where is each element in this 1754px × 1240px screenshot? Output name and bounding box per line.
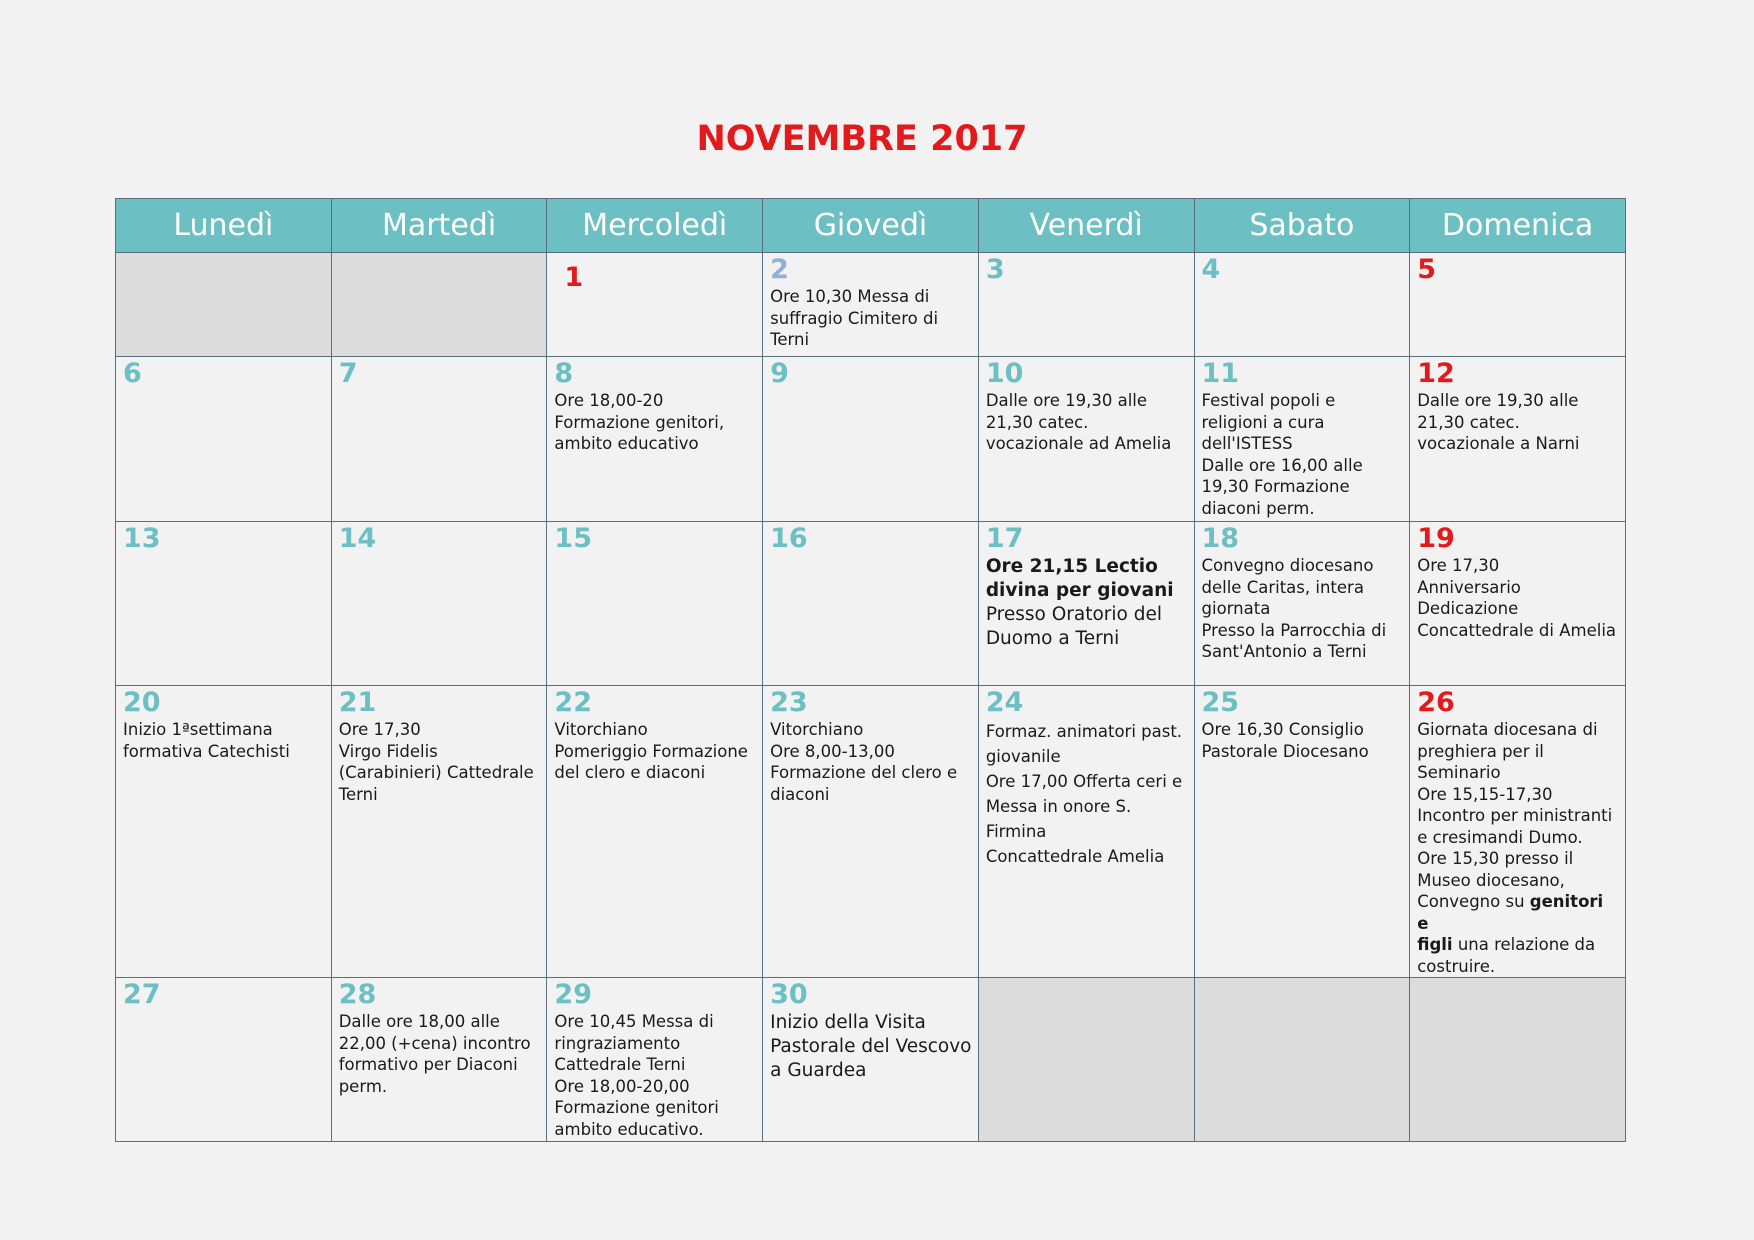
- day-cell-17: [978, 522, 1194, 686]
- day-cell-16: [763, 522, 979, 686]
- weekday-header-wednesday: Mercoledì: [547, 199, 763, 253]
- day-event-text: una relazione da costruire.: [1417, 935, 1596, 976]
- day-number: 7: [338, 358, 358, 389]
- day-cell-29: [547, 978, 763, 1142]
- weekday-header-friday: Venerdì: [978, 199, 1194, 253]
- day-event: Inizio della Visita Pastorale del Vescovo a Guardea: [770, 1012, 972, 1081]
- day-number: 23: [770, 687, 808, 718]
- empty-day-cell: [331, 253, 547, 357]
- day-event: Ore 18,00-20 Formazione genitori, ambito educativo: [554, 391, 725, 453]
- weekday-header-thursday: Giovedì: [763, 199, 979, 253]
- day-number: 20: [123, 687, 161, 718]
- day-cell-30: [763, 978, 979, 1142]
- week-row: [116, 253, 1626, 357]
- day-event-bold: genitori e: [1417, 892, 1604, 933]
- week-row: [116, 357, 1626, 522]
- day-cell-5: [1410, 253, 1626, 357]
- day-number: 4: [1201, 254, 1221, 285]
- week-row: [116, 978, 1626, 1142]
- week-row: [116, 686, 1626, 978]
- day-cell-6: [116, 357, 332, 522]
- day-number: 2: [770, 254, 789, 285]
- day-event: Presso Oratorio del Duomo a Terni: [985, 604, 1162, 649]
- day-cell-23: [763, 686, 979, 978]
- day-cell-8: [547, 357, 763, 522]
- day-cell-10: [978, 357, 1194, 522]
- day-number: 30: [770, 979, 808, 1010]
- day-cell-26: [1410, 686, 1626, 978]
- week-row: [116, 522, 1626, 686]
- day-event: [1417, 719, 1619, 977]
- day-event: Dalle ore 19,30 alle 21,30 catec. vocazionale ad Amelia: [985, 391, 1172, 453]
- day-cell-3: [978, 253, 1194, 357]
- day-cell-19: [1410, 522, 1626, 686]
- day-cell-15: [547, 522, 763, 686]
- day-number: 15: [554, 523, 592, 554]
- day-number: 13: [123, 523, 161, 554]
- day-cell-20: [116, 686, 332, 978]
- calendar-grid: [115, 198, 1626, 1142]
- day-event: Dalle ore 18,00 alle 22,00 (+cena) incontro formativo per Diaconi perm.: [338, 1012, 531, 1096]
- day-cell-2: [763, 253, 979, 357]
- empty-day-cell: [978, 978, 1194, 1142]
- day-cell-28: [331, 978, 547, 1142]
- day-number: 6: [123, 358, 142, 389]
- weekday-header-row: [116, 199, 1626, 253]
- day-number: 26: [1417, 687, 1455, 718]
- day-cell-9: [763, 357, 979, 522]
- day-event: Ore 10,45 Messa di ringraziamento Cattedrale Terni Ore 18,00-20,00 Formazione genitori ambito educativo.: [554, 1012, 719, 1139]
- day-event-text: Giornata diocesana di preghiera per il Seminario Ore 15,15-17,30 Incontro per ministranti e cresimandi Dumo. Ore 15,30 presso il Museo diocesano, Convegno su: [1417, 720, 1613, 911]
- day-event: Ore 10,30 Messa di suffragio Cimitero di Terni: [770, 287, 939, 349]
- day-number: 24: [985, 687, 1024, 718]
- day-cell-12: [1410, 357, 1626, 522]
- day-event: Convegno diocesano delle Caritas, intera giornata Presso la Parrocchia di Sant'Antonio a Terni: [1201, 556, 1387, 661]
- day-event: Vitorchiano Ore 8,00-13,00 Formazione del clero e diaconi: [770, 720, 958, 804]
- empty-day-cell: [116, 253, 332, 357]
- day-event-bold: Ore 21,15 Lectio divina per giovani: [985, 556, 1174, 601]
- day-cell-22: [547, 686, 763, 978]
- day-cell-25: [1194, 686, 1410, 978]
- day-number: 16: [770, 523, 808, 554]
- day-cell-7: [331, 357, 547, 522]
- day-number: 25: [1201, 687, 1240, 718]
- weekday-header-monday: Lunedì: [116, 199, 332, 253]
- day-cell-11: [1194, 357, 1410, 522]
- day-number: 11: [1201, 358, 1240, 389]
- weekday-header-saturday: Sabato: [1194, 199, 1410, 253]
- day-cell-1: [547, 253, 763, 357]
- day-number: 14: [338, 523, 377, 554]
- page-title: NOVEMBRE 2017: [696, 119, 1028, 159]
- empty-day-cell: [1194, 978, 1410, 1142]
- weekday-header-tuesday: Martedì: [331, 199, 547, 253]
- day-number: 9: [770, 358, 789, 389]
- day-number: 17: [985, 523, 1024, 554]
- day-event: Dalle ore 19,30 alle 21,30 catec. vocazionale a Narni: [1417, 391, 1580, 453]
- day-cell-18: [1194, 522, 1410, 686]
- weekday-header-sunday: Domenica: [1410, 199, 1626, 253]
- day-number: 19: [1417, 523, 1455, 554]
- empty-day-cell: [1410, 978, 1626, 1142]
- day-event: Inizio 1ªsettimana formativa Catechisti: [123, 720, 290, 761]
- day-event: Ore 16,30 Consiglio Pastorale Diocesano: [1201, 720, 1369, 761]
- day-cell-13: [116, 522, 332, 686]
- day-cell-24: [978, 686, 1194, 978]
- day-event: Ore 17,30 Virgo Fidelis (Carabinieri) Cattedrale Terni: [338, 720, 534, 804]
- day-event-bold: figli: [1417, 935, 1453, 954]
- day-number: 5: [1417, 254, 1437, 285]
- day-number: 10: [985, 358, 1024, 389]
- day-cell-4: [1194, 253, 1410, 357]
- day-number: 1: [564, 262, 584, 293]
- day-number: 12: [1417, 358, 1455, 389]
- day-number: 29: [554, 979, 592, 1010]
- day-number: 18: [1201, 523, 1240, 554]
- day-event: Ore 17,30 Anniversario Dedicazione Concattedrale di Amelia: [1417, 556, 1617, 640]
- day-event: Festival popoli e religioni a cura dell'ISTESS Dalle ore 16,00 alle 19,30 Formazione diaconi perm.: [1201, 391, 1363, 518]
- day-cell-14: [331, 522, 547, 686]
- day-number: 28: [338, 979, 377, 1010]
- day-event: Formaz. animatori past. giovanile Ore 17,00 Offerta ceri e Messa in onore S. Firmina Concattedrale Amelia: [985, 722, 1183, 866]
- day-number: 3: [985, 254, 1005, 285]
- day-number: 27: [123, 979, 161, 1010]
- day-event: Vitorchiano Pomeriggio Formazione del clero e diaconi: [554, 720, 748, 782]
- day-cell-21: [331, 686, 547, 978]
- day-number: 21: [338, 687, 377, 718]
- day-number: 22: [554, 687, 592, 718]
- day-number: 8: [554, 358, 574, 389]
- day-cell-27: [116, 978, 332, 1142]
